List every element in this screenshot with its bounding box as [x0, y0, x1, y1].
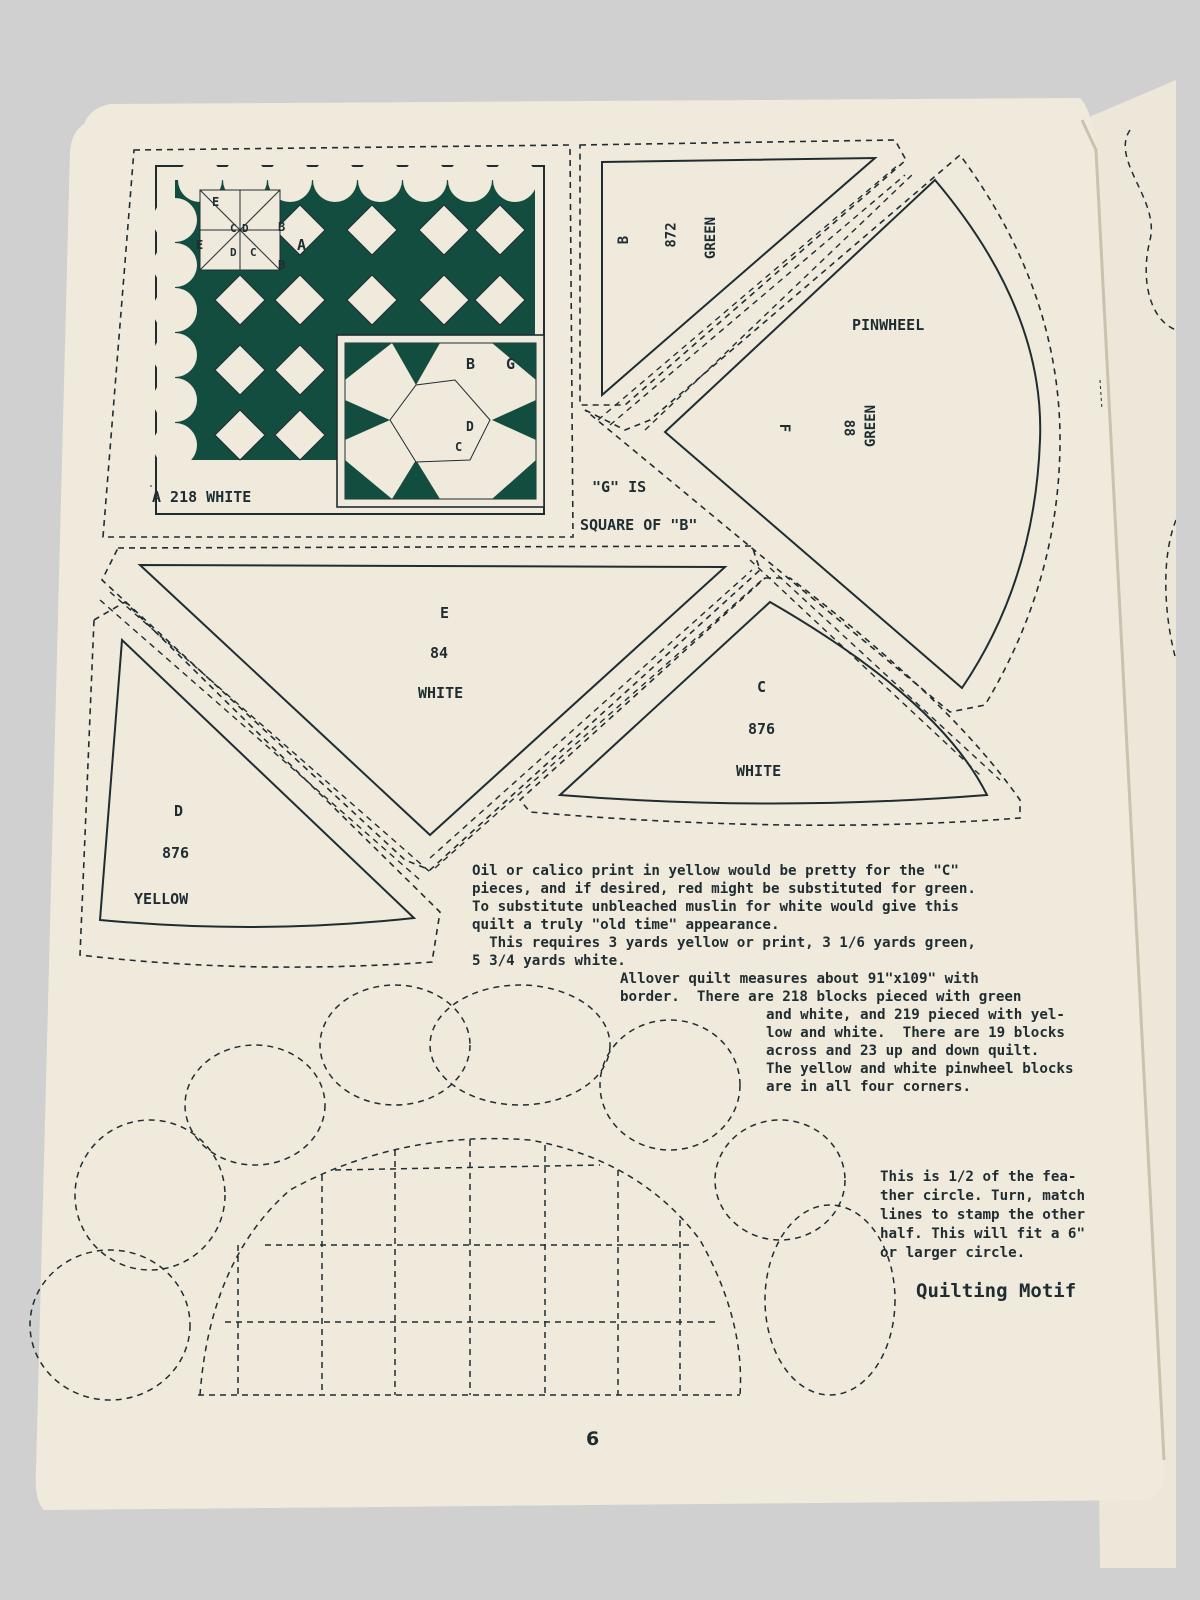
feather-circle-note: This is 1/2 of the fea- ther circle. Turn, match lines to stamp the other half. This will fit a 6" or larger circle. [880, 1169, 1085, 1261]
quilt-letter-g: G [506, 355, 516, 373]
piece-f-title: PINWHEEL [852, 316, 925, 334]
piece-b-number: 872 [663, 222, 680, 248]
piece-c-color: WHITE [736, 762, 782, 780]
piece-e-letter: E [440, 604, 450, 622]
quilt-letter-f2: F [178, 262, 186, 277]
measurements-paragraph-bottom: and white, and 219 pieced with yel- low and white. There are 19 blocks across and 23 up and down quilt. The yellow and white pinwheel blocks are in all four corners. [766, 1007, 1074, 1095]
quilt-letter-c1: C [230, 222, 237, 235]
quilt-letter-a: A [297, 236, 307, 254]
motif-title: Quilting Motif [916, 1280, 1077, 1302]
piece-d-number: 876 [162, 844, 190, 862]
g-note-line2: SQUARE OF "B" [580, 516, 698, 534]
piece-e-color: WHITE [418, 684, 464, 702]
quilt-caption: A 218 WHITE [152, 488, 252, 506]
piece-b-color: GREEN [703, 216, 720, 260]
quilt-letter-c2: C [250, 246, 257, 259]
quilt-letter-e2: E [196, 238, 204, 252]
quilt-letter-b2: B [278, 258, 286, 272]
piece-b-letter: B [616, 235, 633, 245]
quilt-letter-f1: F [185, 206, 193, 221]
piece-f-color: GREEN [863, 404, 880, 448]
page-number: 6 [586, 1428, 600, 1450]
quilt-letter-b3: B [466, 355, 476, 373]
quilt-letter-c3: C [455, 440, 463, 454]
piece-c-letter: C [757, 678, 767, 696]
piece-c-number: 876 [748, 720, 776, 738]
quilt-letter-b1: B [278, 220, 286, 234]
quilt-letter-d3: D [466, 420, 474, 435]
instructions-paragraph: Oil or calico print in yellow would be pretty for the "C" pieces, and if desired, red might be substituted for green. To substitute unbleached muslin for white would give this quilt a truly "old time" appearance. This requires 3 yards yellow or print, 3 1/6 yards green, 5 3/4 yards white. [472, 863, 976, 969]
measurements-paragraph-top: Allover quilt measures about 91"x109" with border. There are 218 blocks pieced with green [620, 971, 1022, 1005]
quilt-letter-d1: D [242, 222, 249, 235]
piece-d-color: YELLOW [134, 890, 189, 908]
piece-d-letter: D [174, 802, 184, 820]
piece-f-number: 88 [840, 419, 857, 437]
piece-f-letter: F [776, 423, 793, 433]
g-note-line1: "G" IS [592, 478, 647, 496]
quilt-letter-e1: E [212, 195, 220, 209]
piece-e-number: 84 [430, 644, 449, 662]
quilt-letter-d2: D [230, 246, 237, 259]
quilt-illustration [150, 158, 544, 514]
